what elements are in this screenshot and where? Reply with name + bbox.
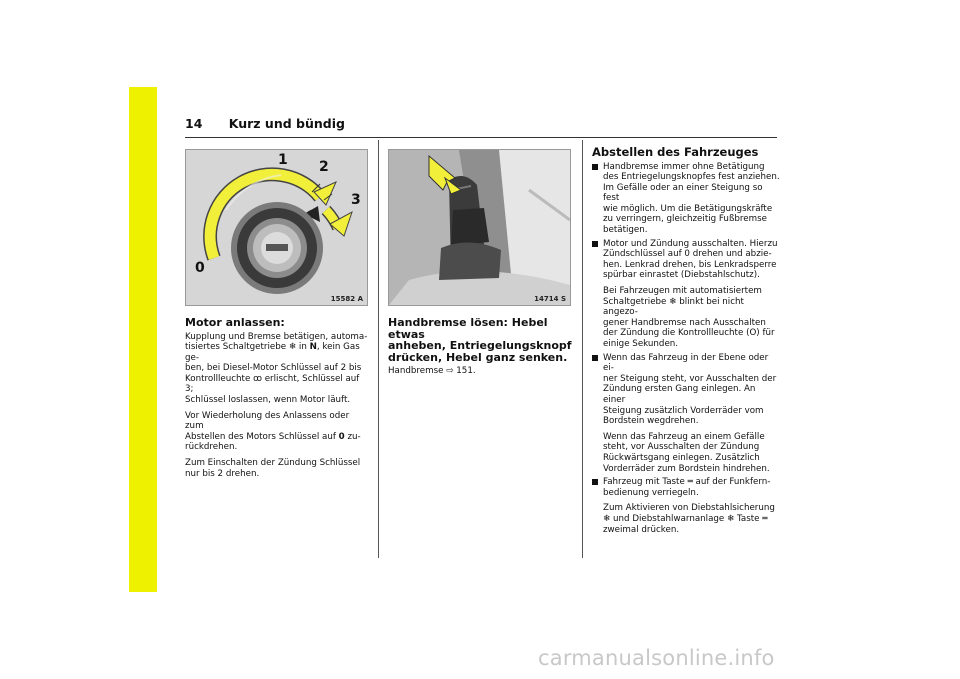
handbrake-figure — [388, 149, 571, 306]
paragraph-start-procedure: Kupplung und Bremse betätigen, automa- tisiertes Schaltgetriebe ❄ in N, kein Gas ge- ben, bei Diesel-Motor Schlüssel auf 2 bis Kontrollleuchte ꝏ erlischt, Schlüssel auf 3; Schlüssel loslassen, wenn Motor läuft. — [185, 331, 368, 406]
paragraph-repeat-start: Vor Wiederholung des Anlassens oder zum Abstellen des Motors Schlüssel auf 0 zu- rückdrehen. — [185, 410, 361, 453]
parking-steps-list — [592, 162, 780, 536]
column-1 — [185, 317, 370, 484]
page-number: 14 — [185, 116, 203, 131]
list-item: Wenn das Fahrzeug in der Ebene oder ei- ner Steigung steht, vor Ausschalten der Zündung ersten Gang einlegen. An einer Steigung zusätzlich Vorderräder vom Bordstein wegdrehen. Wenn das Fahrzeug an einem Gefälle steht, vor Ausschalten der Zündung Rückwärtsgang einlegen. Zusätzlich Vorderräder zum Bordstein hindrehen. — [592, 353, 780, 475]
position-label-3: 3 — [351, 192, 361, 208]
figure-code: 14714 S — [534, 295, 566, 303]
position-label-1: 1 — [278, 152, 288, 168]
position-label-0: 0 — [195, 260, 205, 276]
gearbox-symbol-icon: ❄ — [669, 296, 677, 307]
lock-button-icon: ═ — [687, 477, 693, 488]
anti-theft-icon: ❄ — [603, 513, 611, 524]
heading-start-engine: Motor anlassen: — [185, 316, 285, 329]
column-divider-2 — [582, 140, 583, 558]
list-item: Motor und Zündung ausschalten. Hierzu Zündschlüssel auf 0 drehen und abzie- hen. Lenkrad drehen, bis Lenkradsperre spürbar einrastet (Diebstahlschutz). Bei Fahrzeugen mit automatisiertem Schaltgetriebe ❄ blinkt bei nicht angezo- gener Handbremse nach Ausschalten der Zündung die Kontrollleuchte (O) für einige Sekunden. — [592, 239, 780, 350]
handbrake-page-reference: Handbremse ⇨ 151. — [388, 366, 476, 376]
yellow-margin-band — [129, 87, 157, 592]
header-rule — [185, 137, 777, 138]
list-item: Fahrzeug mit Taste ═ auf der Funkfern- bedienung verriegeln. Zum Aktivieren von Diebstahlsicherung ❄ und Diebstahlwarnanlage ❄ Taste ═ zweimal drücken. — [592, 477, 780, 535]
figure-code: 15582 A — [330, 295, 363, 303]
gearbox-symbol-icon: ❄ — [288, 342, 297, 353]
glow-plug-icon: ꝏ — [253, 373, 262, 384]
heading-handbrake: Handbremse lösen: Hebel etwas anheben, Entriegelungsknopf drücken, Hebel ganz senken. — [388, 316, 572, 364]
page-reference-arrow-icon: ⇨ — [446, 366, 454, 376]
column-2 — [388, 317, 576, 382]
handbrake-illustration — [389, 150, 570, 305]
page-header — [185, 116, 345, 131]
position-label-2: 2 — [319, 159, 329, 175]
list-item: Handbremse immer ohne Betätigung des Entriegelungsknopfes fest anziehen. Im Gefälle oder an einer Steigung so fest wie möglich. Um die Betätigungskräfte zu verringern, gleichzeitig Fußbremse betätigen. — [592, 162, 780, 236]
warning-light-icon: (O) — [746, 328, 760, 339]
lock-button-icon: ═ — [762, 513, 768, 524]
column-3 — [592, 147, 780, 538]
alarm-icon: ❄ — [727, 513, 735, 524]
column-divider-1 — [378, 140, 379, 558]
ignition-switch-illustration — [186, 150, 367, 305]
watermark-text: carmanualsonline.info — [538, 646, 775, 670]
section-title: Kurz und bündig — [228, 116, 345, 131]
paragraph-ignition-on: Zum Einschalten der Zündung Schlüssel nur bis 2 drehen. — [185, 458, 361, 479]
ignition-switch-figure — [185, 149, 368, 306]
heading-park-vehicle: Abstellen des Fahrzeuges — [592, 145, 759, 159]
